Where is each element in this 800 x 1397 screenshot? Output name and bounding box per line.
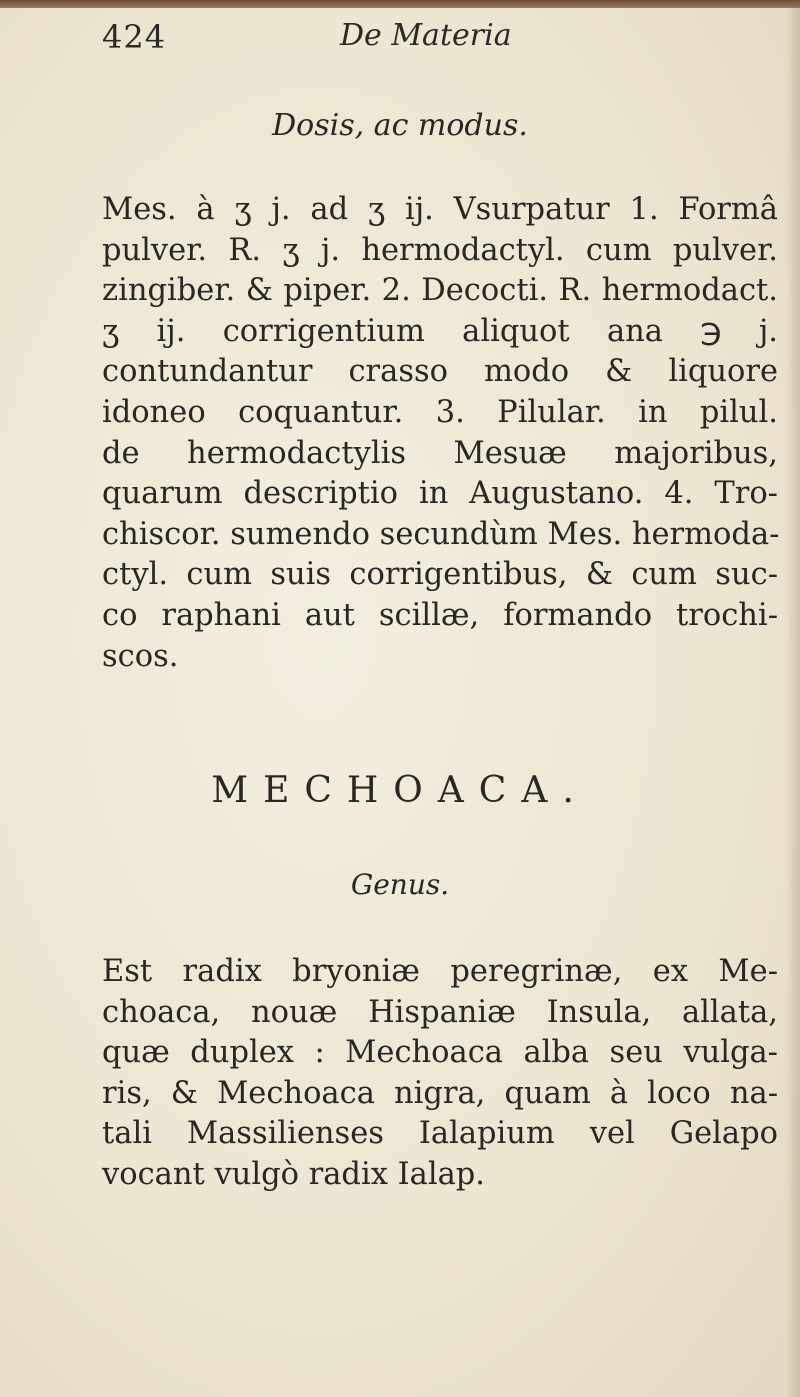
text-line: vocant vulgò radix Ialap. <box>102 1156 485 1192</box>
page-top-edge <box>0 0 800 8</box>
text-line: choaca, nouæ Hispaniæ Insula, allata, <box>102 994 778 1030</box>
text-line: ris, & Mechoaca nigra, quam à loco na- <box>102 1075 778 1111</box>
text-line: scos. <box>102 638 179 674</box>
text-line: idoneo coquantur. 3. Pilular. in pilul. <box>102 394 778 430</box>
text-line: quarum descriptio in Augustano. 4. Tro- <box>102 476 778 512</box>
page-number: 424 <box>102 18 167 56</box>
paragraph-dosis <box>102 190 778 677</box>
text-line: ʒ ij. corrigentium aliquot ana ℈ j. <box>102 313 778 349</box>
paragraph-genus <box>102 952 778 1196</box>
text-line: Mes. à ʒ j. ad ʒ ij. Vsurpatur 1. Formâ <box>102 192 778 227</box>
text-line: chiscor. sumendo secundùm Mes. hermoda- <box>102 516 780 552</box>
text-line: contundantur crasso modo & liquore <box>102 354 778 390</box>
text-line: zingiber. & piper. 2. Decocti. R. hermodact. <box>102 273 778 309</box>
section-subheading-genus: Genus. <box>350 868 450 901</box>
text-line: co raphani aut scillæ, formando trochi- <box>102 597 778 633</box>
section-title-mechoaca: MECHOACA. <box>211 770 589 811</box>
text-line: pulver. R. ʒ j. hermodactyl. cum pulver. <box>102 232 778 268</box>
text-line: quæ duplex : Mechoaca alba seu vulga- <box>102 1035 778 1071</box>
running-head: De Materia <box>340 18 512 53</box>
page-right-edge <box>786 0 800 1397</box>
section-subheading-dosis: Dosis, ac modus. <box>272 108 528 143</box>
text-line: de hermodactylis Mesuæ majoribus, <box>102 435 778 471</box>
text-line: Est radix bryoniæ peregrinæ, ex Me- <box>102 954 778 989</box>
text-line: tali Massilienses Ialapium vel Gelapo <box>102 1116 778 1152</box>
text-line: ctyl. cum suis corrigentibus, & cum suc- <box>102 557 778 593</box>
